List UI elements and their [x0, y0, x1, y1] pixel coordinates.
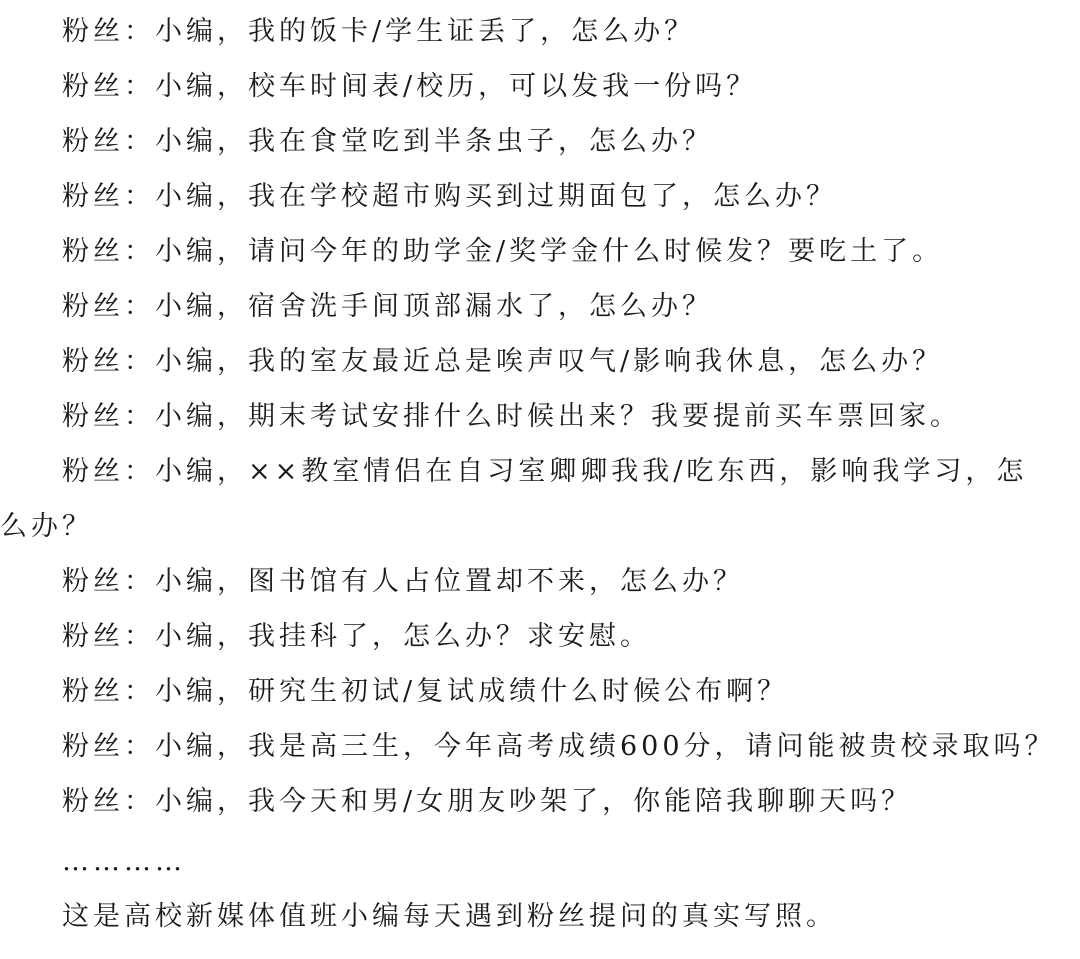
- paragraph-line: 粉丝：小编，期末考试安排什么时候出来？我要提前买车票回家。: [62, 401, 961, 432]
- paragraph-line: 粉丝：小编，我的饭卡/学生证丢了，怎么办？: [62, 16, 696, 47]
- ellipsis-line: …………: [62, 846, 186, 877]
- paragraph-line: 粉丝：小编，我是高三生，今年高考成绩600分，请问能被贵校录取吗？: [62, 731, 1056, 762]
- summary-line: 这是高校新媒体值班小编每天遇到粉丝提问的真实写照。: [62, 901, 837, 932]
- paragraph-line: 粉丝：小编，××教室情侣在自习室卿卿我我/吃东西，影响我学习，怎: [62, 456, 1028, 487]
- paragraph-line: 粉丝：小编，宿舍洗手间顶部漏水了，怎么办？: [62, 291, 713, 322]
- paragraph-line: 粉丝：小编，请问今年的助学金/奖学金什么时候发？要吃土了。: [62, 236, 944, 267]
- paragraph-line: 粉丝：小编，我的室友最近总是唉声叹气/影响我休息，怎么办？: [62, 346, 944, 377]
- paragraph-line: 粉丝：小编，我挂科了，怎么办？求安慰。: [62, 621, 651, 652]
- paragraph-line: 粉丝：小编，研究生初试/复试成绩什么时候公布啊？: [62, 676, 789, 707]
- paragraph-line: 粉丝：小编，我在学校超市购买到过期面包了，怎么办？: [62, 181, 837, 212]
- paragraph-line: 粉丝：小编，校车时间表/校历，可以发我一份吗？: [62, 71, 758, 102]
- paragraph-line: 粉丝：小编，我今天和男/女朋友吵架了，你能陪我聊聊天吗？: [62, 786, 913, 817]
- paragraph-line: 粉丝：小编，图书馆有人占位置却不来，怎么办？: [62, 566, 744, 597]
- paragraph-line: 粉丝：小编，我在食堂吃到半条虫子，怎么办？: [62, 126, 713, 157]
- paragraph-line-continuation: 么办？: [0, 511, 93, 542]
